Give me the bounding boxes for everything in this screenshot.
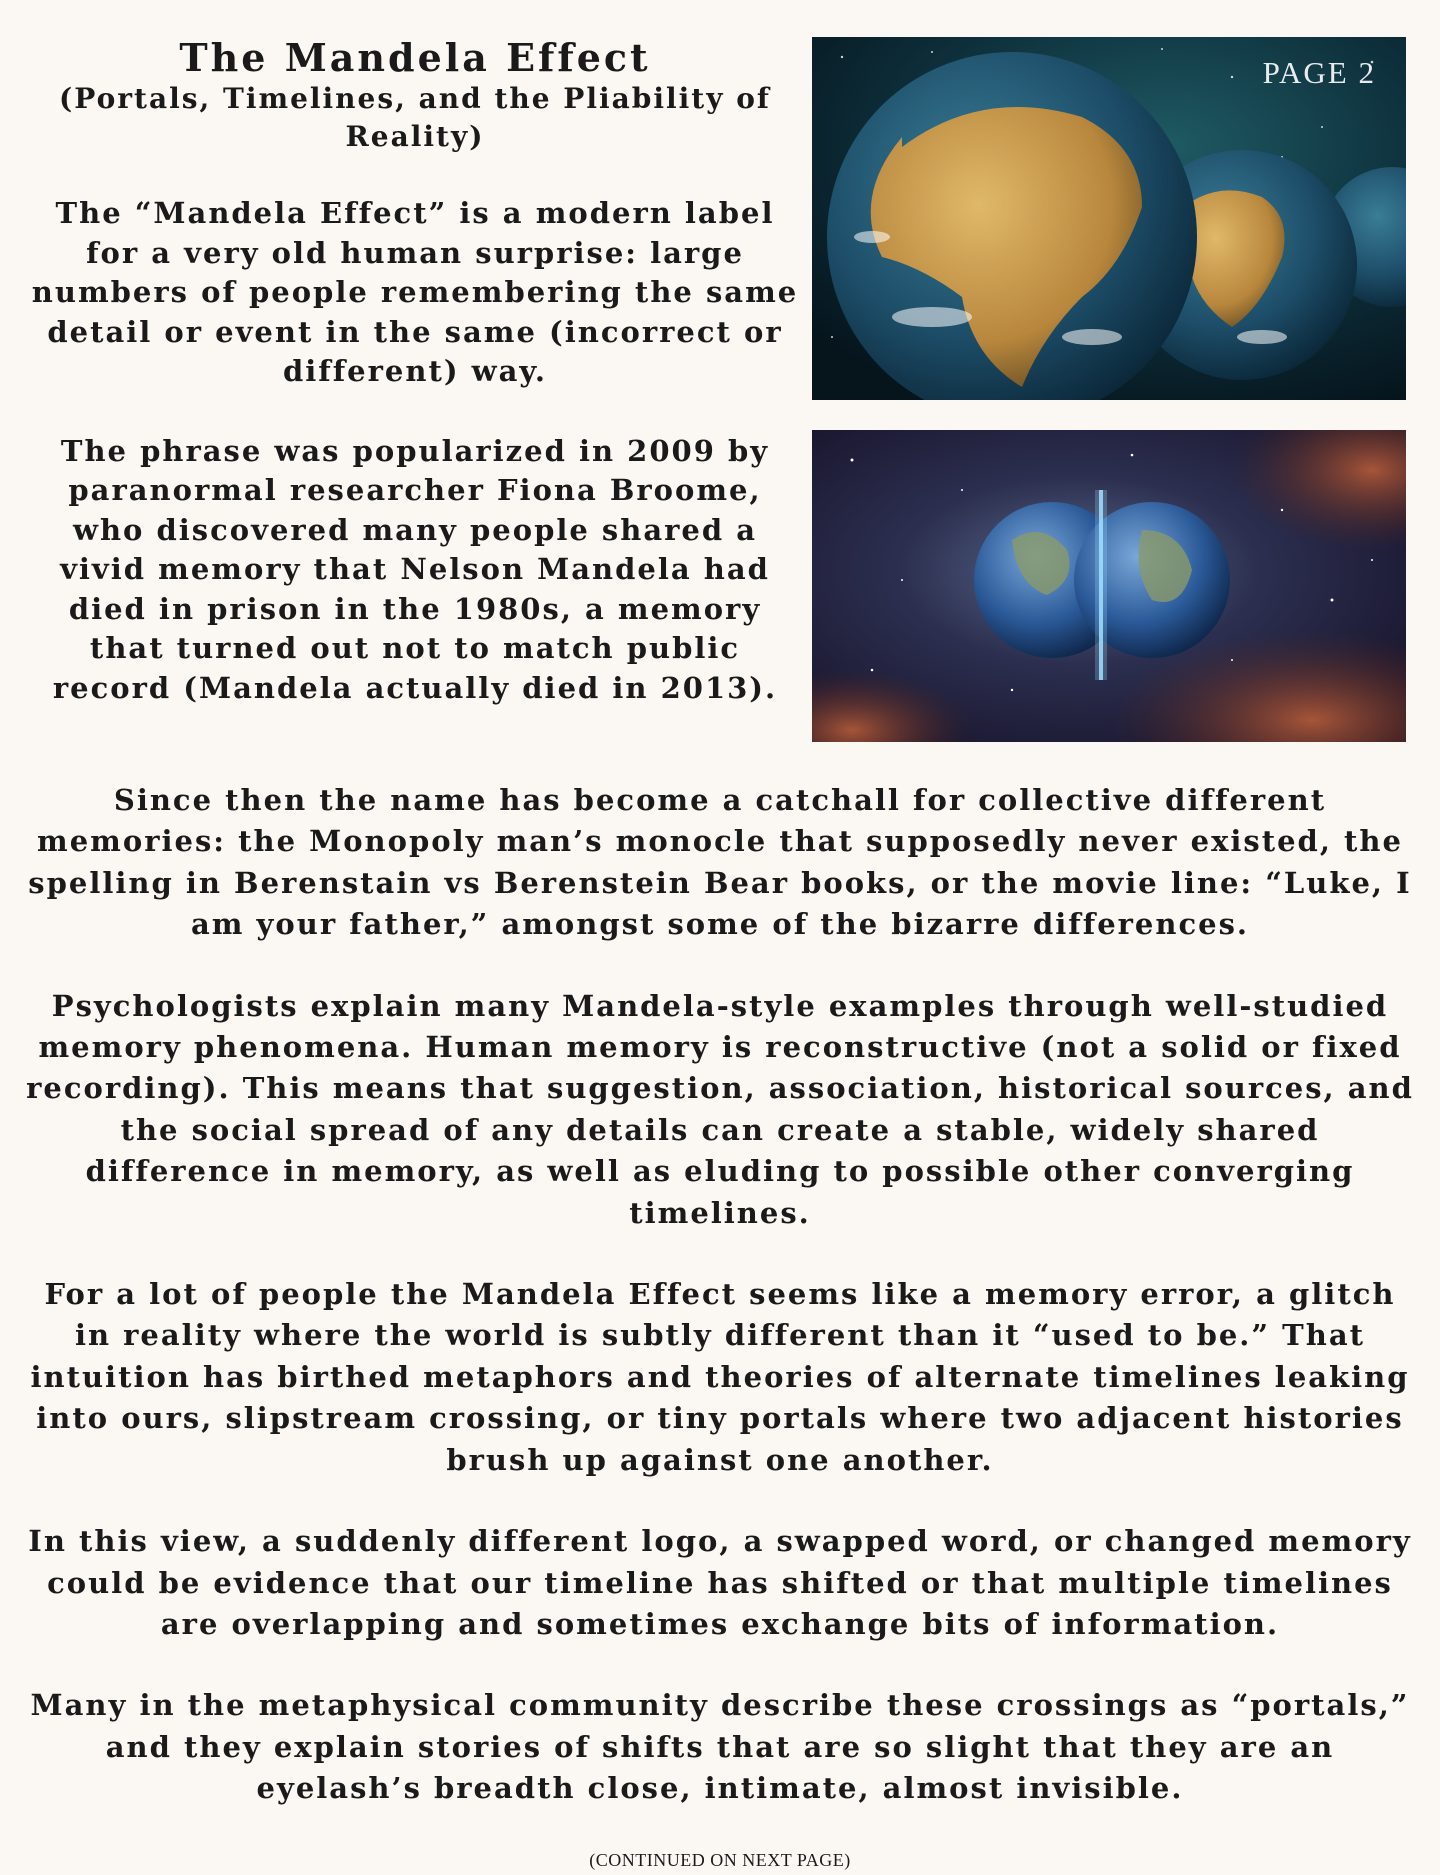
page-subtitle: (Portals, Timelines, and the Pliability of Reality)	[59, 82, 771, 153]
intro-paragraph-1: The “Mandela Effect” is a modern label for a very old human surprise: large numbers of people remembering the same detail or event in the same (incorrect or different) way.	[31, 196, 799, 388]
body-paragraph-4: In this view, a suddenly different logo, a swapped word, or changed memory could be evidence that our timeline has shifted or that multiple timelines are overlapping and sometimes exchange bits of information.	[28, 1524, 1412, 1641]
body-paragraph-1: Since then the name has become a catchall for collective different memories: the Monopoly man’s monocle that supposedly never existed, the spelling in Berenstain vs Berenstein Bear books, or the movie line: “Luke, I am your father,” amongst some of the bizarre differences.	[28, 783, 1412, 942]
three-earths-image	[812, 37, 1406, 400]
intro-paragraph-2: The phrase was popularized in 2009 by paranormal researcher Fiona Broome, who discovered many people shared a vivid memory that Nelson Mandela had died in prison in the 1980s, a memory that turned out not to match public record (Mandela actually died in 2013).	[52, 433, 778, 705]
body-text	[22, 780, 1418, 1810]
body-paragraph-3: For a lot of people the Mandela Effect seems like a memory error, a glitch in reality where the world is subtly different than it “used to be.” That intuition has birthed metaphors and theories of alternate timelines leaking into ours, slipstream crossing, or tiny portals where two adjacent histories brush up against one another.	[30, 1277, 1410, 1477]
body-paragraph-2: Psychologists explain many Mandela-style examples through well-studied memory phenomena. Human memory is reconstructive (not a solid or fixed recording). This means that suggestion, association, historical sources, and the social spread of any details can create a stable, widely shared difference in memory, as well as eluding to possible other converging timelines.	[26, 988, 1414, 1230]
continued-footer: (CONTINUED ON NEXT PAGE)	[589, 1850, 851, 1870]
page-title: The Mandela Effect	[179, 35, 651, 80]
intro-column	[30, 30, 800, 708]
page-number-label: PAGE 2	[1262, 55, 1376, 90]
body-paragraph-5: Many in the metaphysical community describe these crossings as “portals,” and they explain stories of shifts that are so slight that they are an eyelash’s breadth close, intimate, almost invisible.	[30, 1688, 1410, 1806]
split-earth-nebula-image	[812, 430, 1406, 742]
